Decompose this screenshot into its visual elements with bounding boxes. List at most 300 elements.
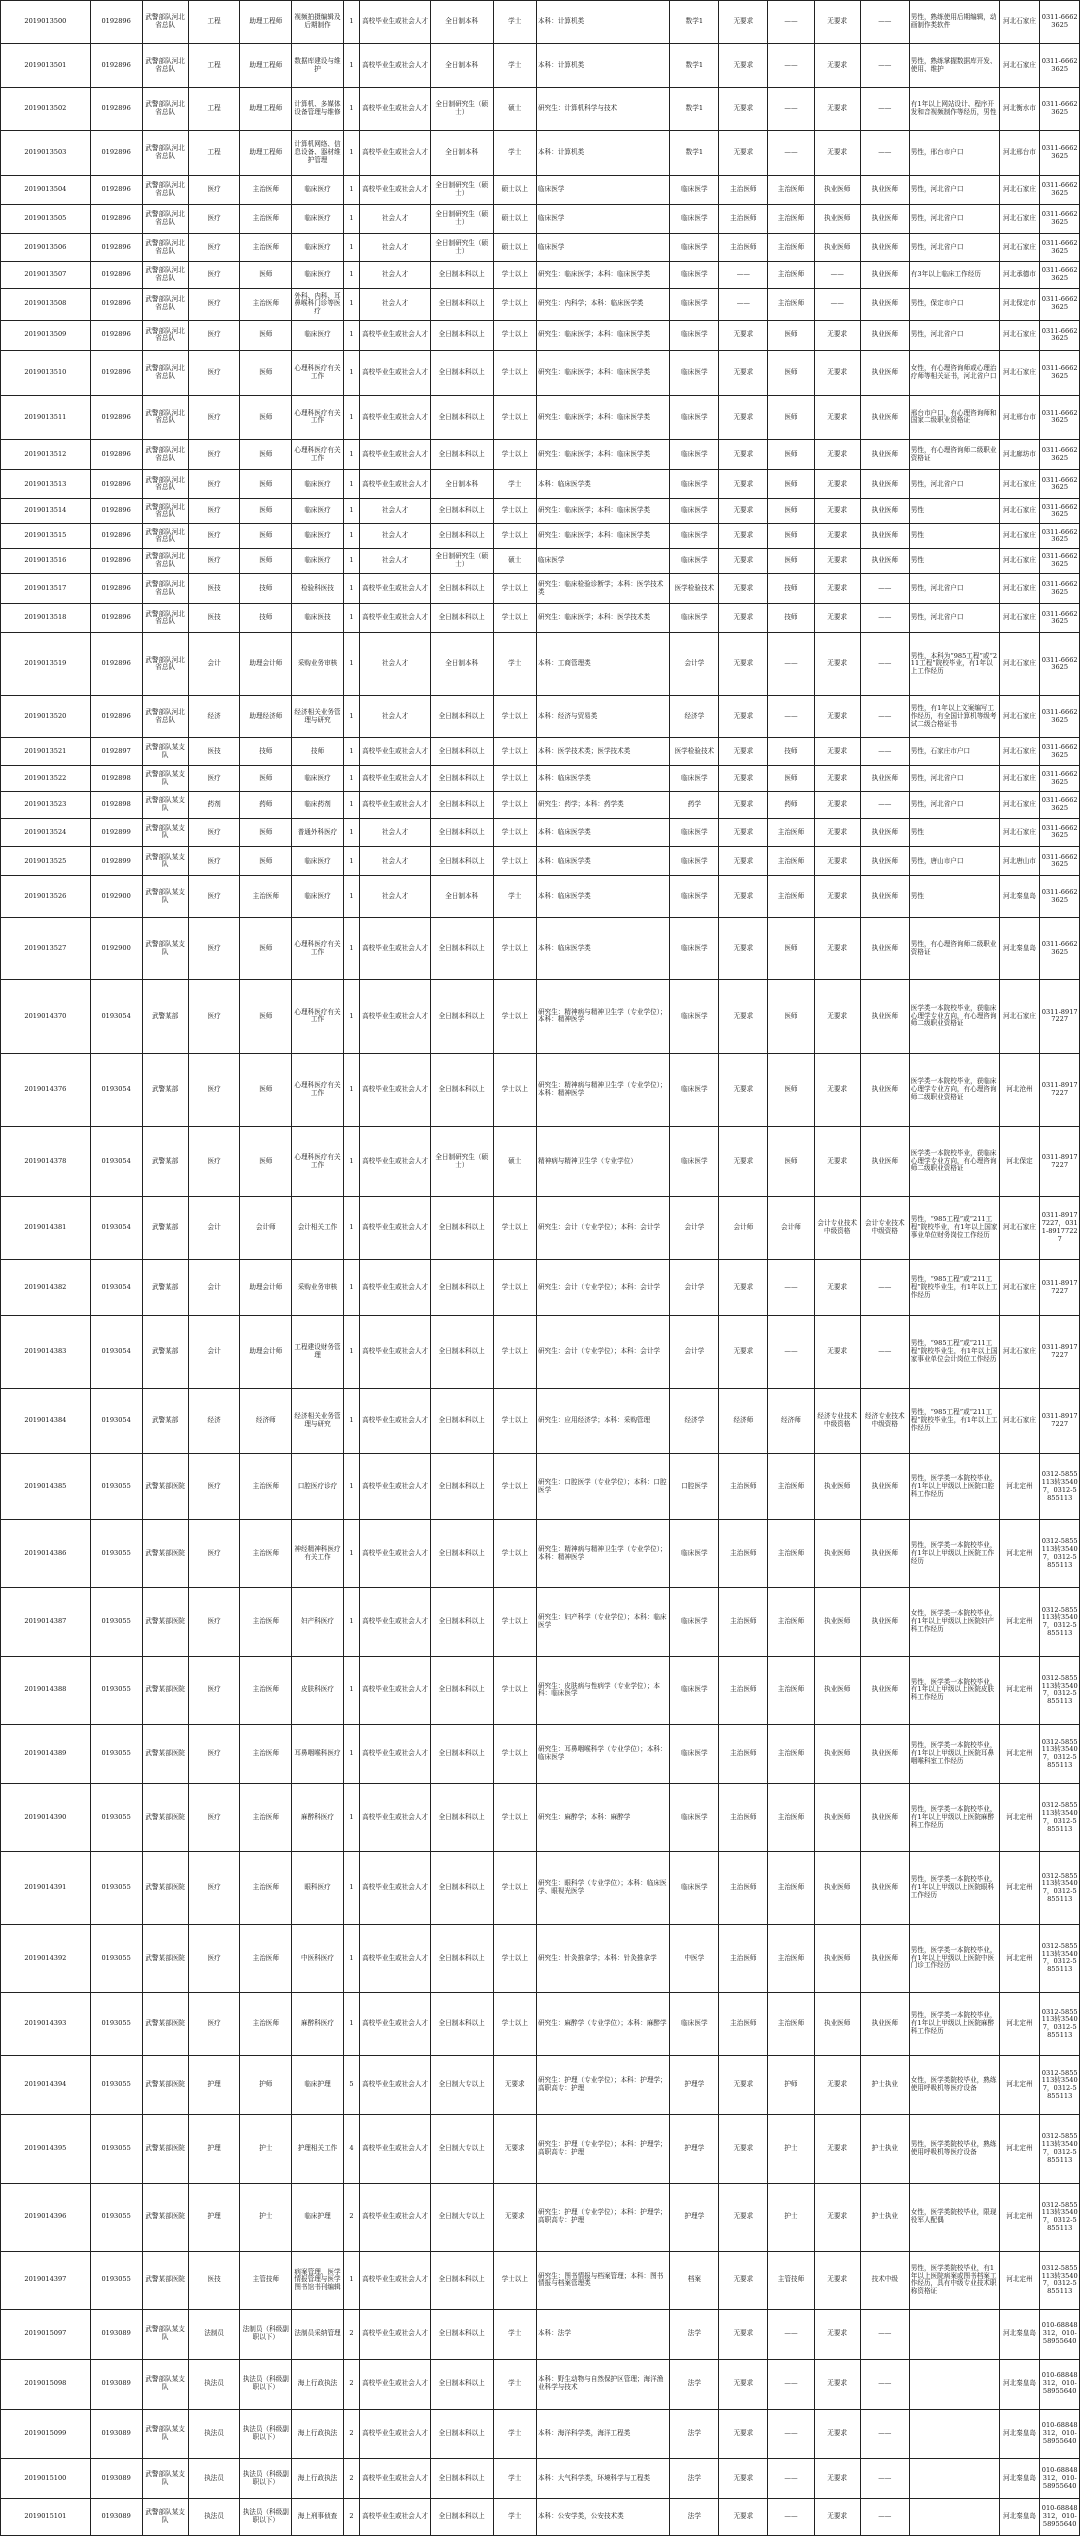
cell-duties: 工程建设财务管理 — [292, 1316, 344, 1388]
cell-pro-title-b: 主治医师 — [768, 1784, 814, 1852]
cell-location: 河北石家庄 — [999, 1, 1040, 44]
cell-unit: 武警某部医院 — [142, 2115, 188, 2183]
cell-location: 河北石家庄 — [999, 738, 1040, 766]
cell-other-requirements: 男性，河北省户口 — [909, 604, 999, 633]
cell-duties: 临床护理 — [292, 2183, 344, 2251]
cell-pro-title-b: —— — [768, 2409, 814, 2459]
cell-education: 全日制本科以上 — [430, 574, 493, 604]
cell-pro-title-b: —— — [768, 1259, 814, 1315]
cell-duties: 麻醉科医疗 — [292, 1993, 344, 2056]
cell-job-code: 2019013515 — [1, 524, 91, 549]
cell-category: 工程 — [188, 1, 240, 44]
cell-major: 本科：野生动物与自然保护区管理；海洋渔业科学与技术 — [537, 2359, 670, 2409]
cell-pro-title-a: 经济师 — [719, 1388, 768, 1454]
cell-degree: 学士以上 — [493, 1588, 537, 1656]
cell-job-code: 2019014394 — [1, 2056, 91, 2115]
cell-title: 助理会计师 — [240, 633, 292, 696]
cell-qualification-a: 无要求 — [814, 2409, 860, 2459]
cell-exam-subject: 临床医学 — [670, 440, 719, 470]
cell-major: 研究生：会计（专业学位）；本科：会计学 — [537, 1196, 670, 1259]
cell-qualification-b: —— — [860, 2359, 909, 2409]
cell-qualification-b: 执业医师 — [860, 918, 909, 980]
cell-job-code: 2019013501 — [1, 44, 91, 87]
cell-degree: 学士以上 — [493, 847, 537, 876]
cell-other-requirements: 男性，有心理咨询师二级职业资格证 — [909, 918, 999, 980]
cell-count: 1 — [343, 499, 359, 524]
cell-job-code: 2019013519 — [1, 633, 91, 696]
cell-location: 河北定州 — [999, 1725, 1040, 1784]
table-row — [1, 440, 1080, 470]
cell-pro-title-a: 无要求 — [719, 818, 768, 847]
cell-education: 全日制本科以上 — [430, 2498, 493, 2535]
cell-category: 会计 — [188, 1316, 240, 1388]
cell-location: 河北石家庄 — [999, 766, 1040, 792]
cell-exam-subject: 临床医学 — [670, 1784, 719, 1852]
cell-phone: 0311-66623625 — [1040, 604, 1080, 633]
cell-job-code: 2019014376 — [1, 1053, 91, 1127]
cell-pro-title-b: —— — [768, 1, 814, 44]
cell-phone: 0312-5855113转35407，0312-5855113 — [1040, 2183, 1080, 2251]
cell-pro-title-b: 医师 — [768, 1053, 814, 1127]
cell-degree: 学士以上 — [493, 350, 537, 395]
cell-unit: 武警部队河北省总队 — [142, 574, 188, 604]
cell-phone: 0311-66623625 — [1040, 470, 1080, 499]
cell-pro-title-b: 药师 — [768, 792, 814, 818]
cell-job-code: 2019013526 — [1, 876, 91, 918]
cell-qualification-a: 无要求 — [814, 696, 860, 738]
table-row — [1, 470, 1080, 499]
cell-exam-subject: 临床医学 — [670, 918, 719, 980]
cell-category: 医疗 — [188, 350, 240, 395]
cell-education: 全日制本科以上 — [430, 980, 493, 1054]
cell-duties: 技师 — [292, 738, 344, 766]
cell-other-requirements: 男性，医学类一本院校毕业，有1年以上甲级以上医院皮肤科工作经历 — [909, 1656, 999, 1724]
table-row — [1, 980, 1080, 1054]
cell-exam-subject: 临床医学 — [670, 499, 719, 524]
cell-source: 高校毕业生或社会人才 — [360, 792, 431, 818]
cell-degree: 学士以上 — [493, 2251, 537, 2309]
cell-qualification-b: 经济专业技术中级资格 — [860, 1388, 909, 1454]
cell-exam-subject: 中医学 — [670, 1924, 719, 1992]
cell-dept-code: 0192896 — [90, 440, 142, 470]
cell-exam-subject: 会计学 — [670, 1196, 719, 1259]
cell-location: 河北秦皇岛 — [999, 2498, 1040, 2535]
cell-category: 医疗 — [188, 1725, 240, 1784]
cell-job-code: 2019013510 — [1, 350, 91, 395]
cell-source: 高校毕业生或社会人才 — [360, 574, 431, 604]
table-row — [1, 1388, 1080, 1454]
cell-qualification-b: 执业医师 — [860, 980, 909, 1054]
cell-job-code: 2019014388 — [1, 1656, 91, 1724]
cell-exam-subject: 临床医学 — [670, 1993, 719, 2056]
cell-exam-subject: 临床医学 — [670, 175, 719, 204]
cell-qualification-a: 执业医师 — [814, 1725, 860, 1784]
cell-category: 会计 — [188, 1196, 240, 1259]
cell-pro-title-b: 主治医师 — [768, 1520, 814, 1588]
cell-dept-code: 0193055 — [90, 1656, 142, 1724]
cell-qualification-a: 无要求 — [814, 1053, 860, 1127]
cell-other-requirements: 男性，医学类院校毕业，有1年以上医院病案或图书档案工作经历，具有中级专业技术职称资格证 — [909, 2251, 999, 2309]
table-row — [1, 847, 1080, 876]
cell-pro-title-a: 无要求 — [719, 2251, 768, 2309]
cell-major: 本科：医学技术类；医学技术类 — [537, 738, 670, 766]
cell-exam-subject: 档案 — [670, 2251, 719, 2309]
cell-source: 高校毕业生或社会人才 — [360, 918, 431, 980]
cell-title: 主治医师 — [240, 233, 292, 262]
cell-duties: 临床医疗 — [292, 524, 344, 549]
cell-dept-code: 0193055 — [90, 1784, 142, 1852]
cell-education: 全日制本科以上 — [430, 2359, 493, 2409]
cell-title: 医师 — [240, 549, 292, 574]
cell-other-requirements: 女性，医学类院校毕业，熟练使用呼吸机等医疗设备 — [909, 2056, 999, 2115]
cell-title: 护士 — [240, 2183, 292, 2251]
cell-title: 医师 — [240, 847, 292, 876]
cell-category: 医疗 — [188, 876, 240, 918]
table-row — [1, 1588, 1080, 1656]
cell-exam-subject: 数学1 — [670, 44, 719, 87]
cell-source: 高校毕业生或社会人才 — [360, 1388, 431, 1454]
cell-other-requirements — [909, 2359, 999, 2409]
cell-duties: 心理科医疗有关工作 — [292, 350, 344, 395]
cell-source: 社会人才 — [360, 633, 431, 696]
cell-education: 全日制本科以上 — [430, 1316, 493, 1388]
cell-location: 河北定州 — [999, 1993, 1040, 2056]
cell-location: 河北石家庄 — [999, 204, 1040, 233]
cell-dept-code: 0193055 — [90, 1725, 142, 1784]
cell-source: 高校毕业生或社会人才 — [360, 395, 431, 440]
cell-source: 社会人才 — [360, 876, 431, 918]
cell-title: 执法员（科级副职以下） — [240, 2359, 292, 2409]
cell-phone: 0311-66623625 — [1040, 847, 1080, 876]
cell-source: 社会人才 — [360, 262, 431, 288]
cell-qualification-a: 无要求 — [814, 792, 860, 818]
cell-degree: 学士 — [493, 2498, 537, 2535]
cell-major: 研究生：麻醉学（专业学位）；本科：麻醉学 — [537, 1993, 670, 2056]
cell-education: 全日制本科 — [430, 1, 493, 44]
cell-title: 主治医师 — [240, 1924, 292, 1992]
cell-job-code: 2019014397 — [1, 2251, 91, 2309]
cell-pro-title-a: 主治医师 — [719, 175, 768, 204]
cell-location: 河北石家庄 — [999, 633, 1040, 696]
cell-pro-title-b: 技师 — [768, 604, 814, 633]
cell-source: 高校毕业生或社会人才 — [360, 1784, 431, 1852]
cell-pro-title-a: —— — [719, 288, 768, 320]
cell-location: 河北秦皇岛 — [999, 918, 1040, 980]
cell-qualification-b: 执业医师 — [860, 470, 909, 499]
cell-duties: 会计相关工作 — [292, 1196, 344, 1259]
cell-title: 医师 — [240, 440, 292, 470]
cell-education: 全日制本科以上 — [430, 1725, 493, 1784]
cell-major: 研究生：会计（专业学位）；本科：会计学 — [537, 1259, 670, 1315]
cell-qualification-a: 无要求 — [814, 2359, 860, 2409]
cell-source: 社会人才 — [360, 204, 431, 233]
cell-dept-code: 0192896 — [90, 204, 142, 233]
cell-title: 技师 — [240, 574, 292, 604]
cell-education: 全日制本科以上 — [430, 738, 493, 766]
cell-location: 河北石家庄 — [999, 499, 1040, 524]
cell-exam-subject: 数学1 — [670, 1, 719, 44]
cell-source: 高校毕业生或社会人才 — [360, 131, 431, 176]
cell-other-requirements: 男性，熟练使用后期编辑，动画制作类软件 — [909, 1, 999, 44]
cell-degree: 硕士 — [493, 549, 537, 574]
cell-other-requirements: 医学类一本院校毕业，获临床心理学专业方向，有心理咨询师二级职业资格证 — [909, 1053, 999, 1127]
cell-qualification-b: 执业医师 — [860, 440, 909, 470]
cell-location: 河北秦皇岛 — [999, 876, 1040, 918]
cell-major: 研究生：临床医学；本科：临床医学类 — [537, 395, 670, 440]
cell-duties: 中医科医疗 — [292, 1924, 344, 1992]
cell-major: 研究生：内科学；本科：临床医学类 — [537, 288, 670, 320]
cell-degree: 硕士以上 — [493, 204, 537, 233]
table-row — [1, 766, 1080, 792]
cell-pro-title-b: 医师 — [768, 1127, 814, 1197]
cell-category: 经济 — [188, 696, 240, 738]
table-row — [1, 1053, 1080, 1127]
cell-degree: 学士以上 — [493, 1316, 537, 1388]
cell-pro-title-b: 护士 — [768, 2115, 814, 2183]
cell-qualification-a: 无要求 — [814, 2498, 860, 2535]
cell-count: 1 — [343, 350, 359, 395]
cell-dept-code: 0193054 — [90, 1127, 142, 1197]
cell-major: 研究生：眼科学（专业学位）；本科：临床医学、眼视光医学 — [537, 1852, 670, 1924]
cell-location: 河北唐山市 — [999, 847, 1040, 876]
cell-source: 高校毕业生或社会人才 — [360, 1656, 431, 1724]
cell-job-code: 2019013512 — [1, 440, 91, 470]
cell-exam-subject: 临床医学 — [670, 524, 719, 549]
cell-count: 1 — [343, 470, 359, 499]
cell-category: 执法员 — [188, 2359, 240, 2409]
cell-category: 医技 — [188, 574, 240, 604]
cell-unit: 武警部队河北省总队 — [142, 288, 188, 320]
cell-qualification-a: 执业医师 — [814, 1656, 860, 1724]
cell-exam-subject: 护理学 — [670, 2056, 719, 2115]
cell-education: 全日制本科以上 — [430, 2309, 493, 2359]
cell-major: 研究生：护理（专业学位）；本科：护理学；高职高专：护理 — [537, 2056, 670, 2115]
cell-dept-code: 0193055 — [90, 1852, 142, 1924]
cell-unit: 武警部队某支队 — [142, 2459, 188, 2498]
cell-job-code: 2019014385 — [1, 1454, 91, 1520]
cell-other-requirements: 男性，河北省户口 — [909, 204, 999, 233]
cell-other-requirements: 男性，“985工程”或“211工程”院校毕业生，有1年以上国家事业单位会计岗位工作经历 — [909, 1316, 999, 1388]
cell-dept-code: 0192900 — [90, 918, 142, 980]
cell-pro-title-b: 医师 — [768, 766, 814, 792]
cell-category: 医疗 — [188, 549, 240, 574]
cell-major: 研究生：会计（专业学位）；本科：会计学 — [537, 1316, 670, 1388]
cell-phone: 0311-66623625 — [1040, 87, 1080, 130]
cell-location: 河北石家庄 — [999, 350, 1040, 395]
cell-qualification-a: 执业医师 — [814, 1993, 860, 2056]
cell-qualification-a: 无要求 — [814, 2251, 860, 2309]
cell-pro-title-b: 主治医师 — [768, 847, 814, 876]
cell-major: 本科：临床医学类 — [537, 766, 670, 792]
cell-duties: 病案管理、医学情报管理与医学图书馆书刊编辑 — [292, 2251, 344, 2309]
cell-education: 全日制本科以上 — [430, 2459, 493, 2498]
cell-job-code: 2019013504 — [1, 175, 91, 204]
cell-education: 全日制本科以上 — [430, 1053, 493, 1127]
cell-phone: 0311-66623625 — [1040, 918, 1080, 980]
cell-exam-subject: 临床医学 — [670, 395, 719, 440]
cell-pro-title-a: 无要求 — [719, 2498, 768, 2535]
cell-job-code: 2019013518 — [1, 604, 91, 633]
cell-location: 河北承德市 — [999, 262, 1040, 288]
cell-phone: 0311-66623625 — [1040, 350, 1080, 395]
cell-pro-title-a: 无要求 — [719, 395, 768, 440]
cell-education: 全日制研究生（硕士） — [430, 87, 493, 130]
cell-degree: 学士 — [493, 876, 537, 918]
cell-unit: 武警部队河北省总队 — [142, 87, 188, 130]
cell-category: 工程 — [188, 44, 240, 87]
cell-qualification-a: 无要求 — [814, 524, 860, 549]
cell-qualification-b: —— — [860, 1259, 909, 1315]
cell-title: 医师 — [240, 470, 292, 499]
cell-location: 河北定州 — [999, 1588, 1040, 1656]
cell-count: 1 — [343, 792, 359, 818]
cell-duties: 海上刑事侦查 — [292, 2498, 344, 2535]
cell-other-requirements: 男性，河北省户口 — [909, 574, 999, 604]
cell-phone: 0311-66623625 — [1040, 792, 1080, 818]
cell-dept-code: 0192896 — [90, 395, 142, 440]
cell-count: 1 — [343, 175, 359, 204]
cell-degree: 学士 — [493, 633, 537, 696]
cell-category: 医疗 — [188, 233, 240, 262]
cell-duties: 皮肤科医疗 — [292, 1656, 344, 1724]
cell-qualification-a: 无要求 — [814, 350, 860, 395]
cell-phone: 0312-5855113转35407，0312-5855113 — [1040, 1852, 1080, 1924]
cell-qualification-a: 执业医师 — [814, 233, 860, 262]
table-row — [1, 2056, 1080, 2115]
cell-count: 1 — [343, 1520, 359, 1588]
cell-source: 高校毕业生或社会人才 — [360, 1993, 431, 2056]
cell-dept-code: 0193089 — [90, 2409, 142, 2459]
table-row — [1, 2115, 1080, 2183]
cell-dept-code: 0192896 — [90, 696, 142, 738]
table-row — [1, 1656, 1080, 1724]
cell-qualification-b: 执业医师 — [860, 1852, 909, 1924]
cell-major: 研究生：临床医学；本科：临床医学类 — [537, 499, 670, 524]
table-row — [1, 499, 1080, 524]
cell-unit: 武警部队河北省总队 — [142, 499, 188, 524]
cell-source: 高校毕业生或社会人才 — [360, 1316, 431, 1388]
cell-qualification-a: 无要求 — [814, 980, 860, 1054]
cell-source: 高校毕业生或社会人才 — [360, 87, 431, 130]
cell-job-code: 2019014387 — [1, 1588, 91, 1656]
cell-qualification-b: 执业医师 — [860, 288, 909, 320]
cell-phone: 0311-66623625 — [1040, 440, 1080, 470]
cell-pro-title-a: 主治医师 — [719, 1588, 768, 1656]
cell-duties: 妇产科医疗 — [292, 1588, 344, 1656]
cell-category: 护理 — [188, 2056, 240, 2115]
cell-title: 医师 — [240, 1053, 292, 1127]
cell-major: 本科：海洋科学类，海洋工程类 — [537, 2409, 670, 2459]
cell-dept-code: 0193054 — [90, 1053, 142, 1127]
cell-pro-title-b: —— — [768, 2498, 814, 2535]
cell-qualification-b: —— — [860, 2459, 909, 2498]
cell-major: 研究生：临床医学；本科：临床医学类 — [537, 262, 670, 288]
cell-unit: 武警某部医院 — [142, 1656, 188, 1724]
cell-category: 会计 — [188, 1259, 240, 1315]
cell-pro-title-b: 医师 — [768, 395, 814, 440]
cell-title: 助理经济师 — [240, 696, 292, 738]
cell-degree: 硕士 — [493, 87, 537, 130]
cell-phone: 0311-66623625 — [1040, 738, 1080, 766]
cell-duties: 采购业务审核 — [292, 633, 344, 696]
cell-degree: 学士以上 — [493, 499, 537, 524]
cell-other-requirements: 男性，医学类一本院校毕业，有1年以上甲级以上医院口腔科工作经历 — [909, 1454, 999, 1520]
cell-education: 全日制本科以上 — [430, 696, 493, 738]
table-row — [1, 1454, 1080, 1520]
cell-education: 全日制本科以上 — [430, 847, 493, 876]
cell-dept-code: 0192897 — [90, 738, 142, 766]
cell-title: 助理工程师 — [240, 1, 292, 44]
cell-job-code: 2019013523 — [1, 792, 91, 818]
cell-location: 河北石家庄 — [999, 1316, 1040, 1388]
cell-pro-title-b: 技师 — [768, 574, 814, 604]
table-row — [1, 604, 1080, 633]
cell-qualification-a: 无要求 — [814, 549, 860, 574]
cell-title: 助理工程师 — [240, 44, 292, 87]
cell-category: 护理 — [188, 2183, 240, 2251]
cell-major: 研究生：临床检验诊断学；本科：医学技术类 — [537, 574, 670, 604]
cell-degree: 学士以上 — [493, 1388, 537, 1454]
cell-education: 全日制本科以上 — [430, 604, 493, 633]
cell-education: 全日制本科 — [430, 44, 493, 87]
cell-unit: 武警某部 — [142, 1127, 188, 1197]
cell-phone: 0312-5855113转35407，0312-5855113 — [1040, 1588, 1080, 1656]
cell-title: 医师 — [240, 395, 292, 440]
cell-other-requirements: 男性，河北省户口 — [909, 233, 999, 262]
cell-duties: 眼科医疗 — [292, 1852, 344, 1924]
table-row — [1, 320, 1080, 350]
cell-category: 医疗 — [188, 1520, 240, 1588]
cell-location: 河北石家庄 — [999, 980, 1040, 1054]
cell-unit: 武警部队某支队 — [142, 2498, 188, 2535]
cell-exam-subject: 临床医学 — [670, 288, 719, 320]
cell-title: 主管技师 — [240, 2251, 292, 2309]
cell-qualification-b: —— — [860, 2309, 909, 2359]
cell-phone: 0312-5855113转35407，0312-5855113 — [1040, 1725, 1080, 1784]
cell-category: 执法员 — [188, 2498, 240, 2535]
cell-dept-code: 0192898 — [90, 766, 142, 792]
cell-other-requirements: 男性，有心理咨询师二级职业资格证 — [909, 440, 999, 470]
cell-phone: 0311-66623625 — [1040, 395, 1080, 440]
cell-unit: 武警部队某支队 — [142, 2409, 188, 2459]
cell-duties: 外科、内科、耳鼻喉科门诊等医疗 — [292, 288, 344, 320]
cell-location: 河北石家庄 — [999, 574, 1040, 604]
cell-duties: 临床医疗 — [292, 204, 344, 233]
cell-qualification-b: —— — [860, 131, 909, 176]
cell-source: 社会人才 — [360, 233, 431, 262]
cell-count: 1 — [343, 633, 359, 696]
cell-other-requirements: 男性，唐山市户口 — [909, 847, 999, 876]
cell-phone: 0311-89177227，0311-89177227 — [1040, 1196, 1080, 1259]
cell-pro-title-a: 无要求 — [719, 1, 768, 44]
cell-qualification-a: 无要求 — [814, 2309, 860, 2359]
cell-phone: 0311-66623625 — [1040, 288, 1080, 320]
cell-major: 本科：临床医学类 — [537, 470, 670, 499]
cell-education: 全日制本科以上 — [430, 350, 493, 395]
cell-dept-code: 0192896 — [90, 574, 142, 604]
cell-job-code: 2019015100 — [1, 2459, 91, 2498]
cell-unit: 武警某部医院 — [142, 1993, 188, 2056]
table-row — [1, 818, 1080, 847]
table-row — [1, 131, 1080, 176]
cell-pro-title-a: 无要求 — [719, 2115, 768, 2183]
cell-category: 医疗 — [188, 1588, 240, 1656]
cell-count: 1 — [343, 204, 359, 233]
cell-pro-title-a: 无要求 — [719, 2309, 768, 2359]
cell-pro-title-b: —— — [768, 2309, 814, 2359]
cell-dept-code: 0193055 — [90, 2251, 142, 2309]
cell-dept-code: 0192896 — [90, 633, 142, 696]
